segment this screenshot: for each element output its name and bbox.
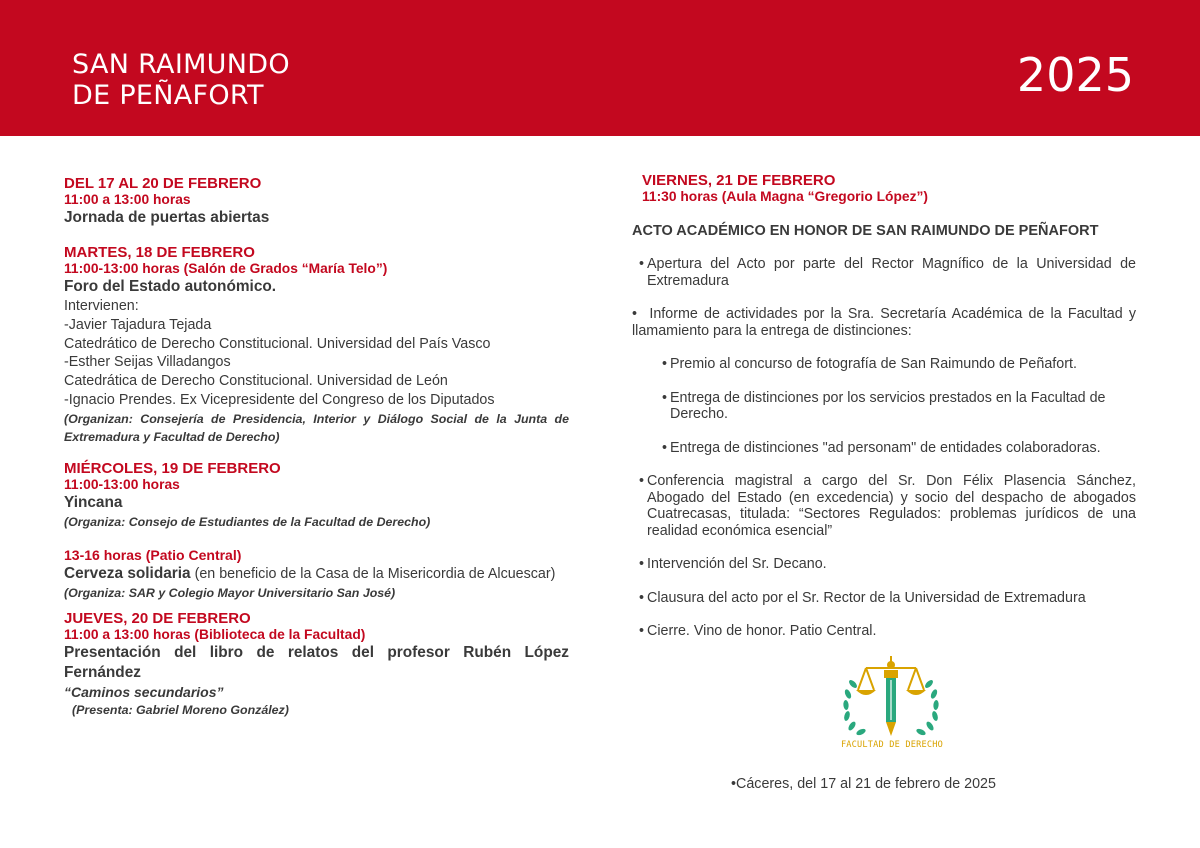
section-time: 11:00 a 13:00 horas [64,192,191,207]
agenda-item-text: Intervención del Sr. Decano. [647,556,827,572]
footer-location-date [731,776,996,792]
speakers-line: Intervienen: [64,298,139,314]
speakers-line: -Ignacio Prendes. Ex Vicepresidente del Congreso de los Diputados [64,391,495,408]
agenda-item [632,590,1136,607]
agenda-item-text: Entrega de distinciones por los servicios prestados en la Facultad de Derecho. [670,389,1106,422]
section-date: MIÉRCOLES, 19 DE FEBRERO [64,459,281,477]
section-event: Jornada de puertas abiertas [64,209,270,226]
section-event: Presentación del libro de relatos del profesor Rubén López Fernández [64,643,569,681]
section-time: 11:00-13:00 horas (Salón de Grados “María Telo”) [64,261,388,276]
agenda-item-text: Entrega de distinciones "ad personam" de entidades colaboradoras. [670,439,1101,456]
brand-title [72,49,290,111]
section-event: Foro del Estado autonómico. [64,278,277,295]
bullet: • [662,389,668,406]
speakers-line: Catedrática de Derecho Constitucional. Universidad de León [64,373,448,390]
speakers-line: Catedrático de Derecho Constitucional. Universidad del País Vasco [64,335,491,352]
section-date: JUEVES, 20 DE FEBRERO [64,609,251,627]
section-date: VIERNES, 21 DE FEBRERO [642,172,836,189]
header-banner [0,0,1200,136]
section-event: Yincana [64,493,123,511]
agenda-item [632,623,1136,640]
bullet: • [639,623,645,639]
bullet: • [662,356,668,372]
speakers-line: -Esther Seijas Villadangos [64,354,231,371]
section-event [64,564,569,584]
right-column [632,172,1136,640]
bullet: • [639,589,645,606]
bullet: • [731,776,737,792]
bullet: • [632,306,638,322]
agenda-item-text: Apertura del Acto por parte del Rector Magnífico de la Universidad de Extremadura [647,256,1136,289]
agenda-subitem [632,440,1136,457]
organizers-note: (Presenta: Gabriel Moreno González) [72,702,289,717]
left-column [64,175,569,719]
agenda-item [632,556,1136,573]
brand-line-2: DE PEÑAFORT [72,80,264,111]
bullet: • [662,439,668,456]
section-time: 11:00-13:00 horas [64,476,180,492]
agenda-item-text: Premio al concurso de fotografía de San Raimundo de Peñafort. [670,356,1077,372]
footer-text: Cáceres, del 17 al 21 de febrero de 2025 [736,776,996,792]
logo-caption: FACULTAD DE DERECHO [840,740,944,750]
agenda-item [632,306,1136,339]
agenda-subitem [632,356,1136,373]
section-date: DEL 17 AL 20 DE FEBRERO [64,175,262,192]
agenda-item [632,473,1136,539]
section-date: MARTES, 18 DE FEBRERO [64,244,255,261]
section-time: 13-16 horas (Patio Central) [64,546,242,563]
event-name: Cerveza solidaria [64,564,191,582]
ceremony-title: ACTO ACADÉMICO EN HONOR DE SAN RAIMUNDO DE PEÑAFORT [632,223,1099,239]
section-jueves-20 [64,610,569,719]
agenda-item-text: Cierre. Vino de honor. Patio Central. [647,623,877,639]
brand-line-1: SAN RAIMUNDO [72,49,290,80]
agenda-item-text: Clausura del acto por el Sr. Rector de la Universidad de Extremadura [647,589,1086,606]
section-martes-18 [64,244,569,446]
section-cerveza [64,547,569,602]
bullet: • [639,473,645,489]
agenda-item-text: Conferencia magistral a cargo del Sr. Don Félix Plasencia Sánchez, Abogado del Estado (en excedencia) y socio del despacho de abogados Cuatrecasas, titulada: “Sectores Regulados: problemas jurídicos de una realidad económica esencial” [647,473,1136,539]
section-time: 11:00 a 13:00 horas (Biblioteca de la Facultad) [64,626,366,642]
section-miercoles-19 [64,460,569,531]
section-17-20 [64,175,569,228]
book-title: “Caminos secundarios” [64,683,224,700]
speakers-line: -Javier Tajadura Tejada [64,316,212,333]
viernes-header [632,172,1136,205]
year-label: 2025 [1016,48,1134,102]
bullet: • [639,556,645,572]
organizers-note: (Organiza: SAR y Colegio Mayor Universitario San José) [64,585,396,600]
agenda-item-text [632,306,1136,339]
agenda-item [632,256,1136,289]
organizers-note: (Organiza: Consejo de Estudiantes de la Facultad de Derecho) [64,514,431,529]
bullet: • [639,256,645,272]
agenda-item-body: Informe de actividades por la Sra. Secretaría Académica de la Facultad y llamamiento para la entrega de distinciones: [632,306,1136,339]
section-time: 11:30 horas (Aula Magna “Gregorio López”) [642,189,928,204]
event-detail: (en beneficio de la Casa de la Misericordia de Alcuescar) [190,565,556,582]
agenda-subitem [632,390,1136,423]
organizers-note: (Organizan: Consejería de Presidencia, Interior y Diálogo Social de la Junta de Extremadura y Facultad de Derecho) [64,411,569,444]
